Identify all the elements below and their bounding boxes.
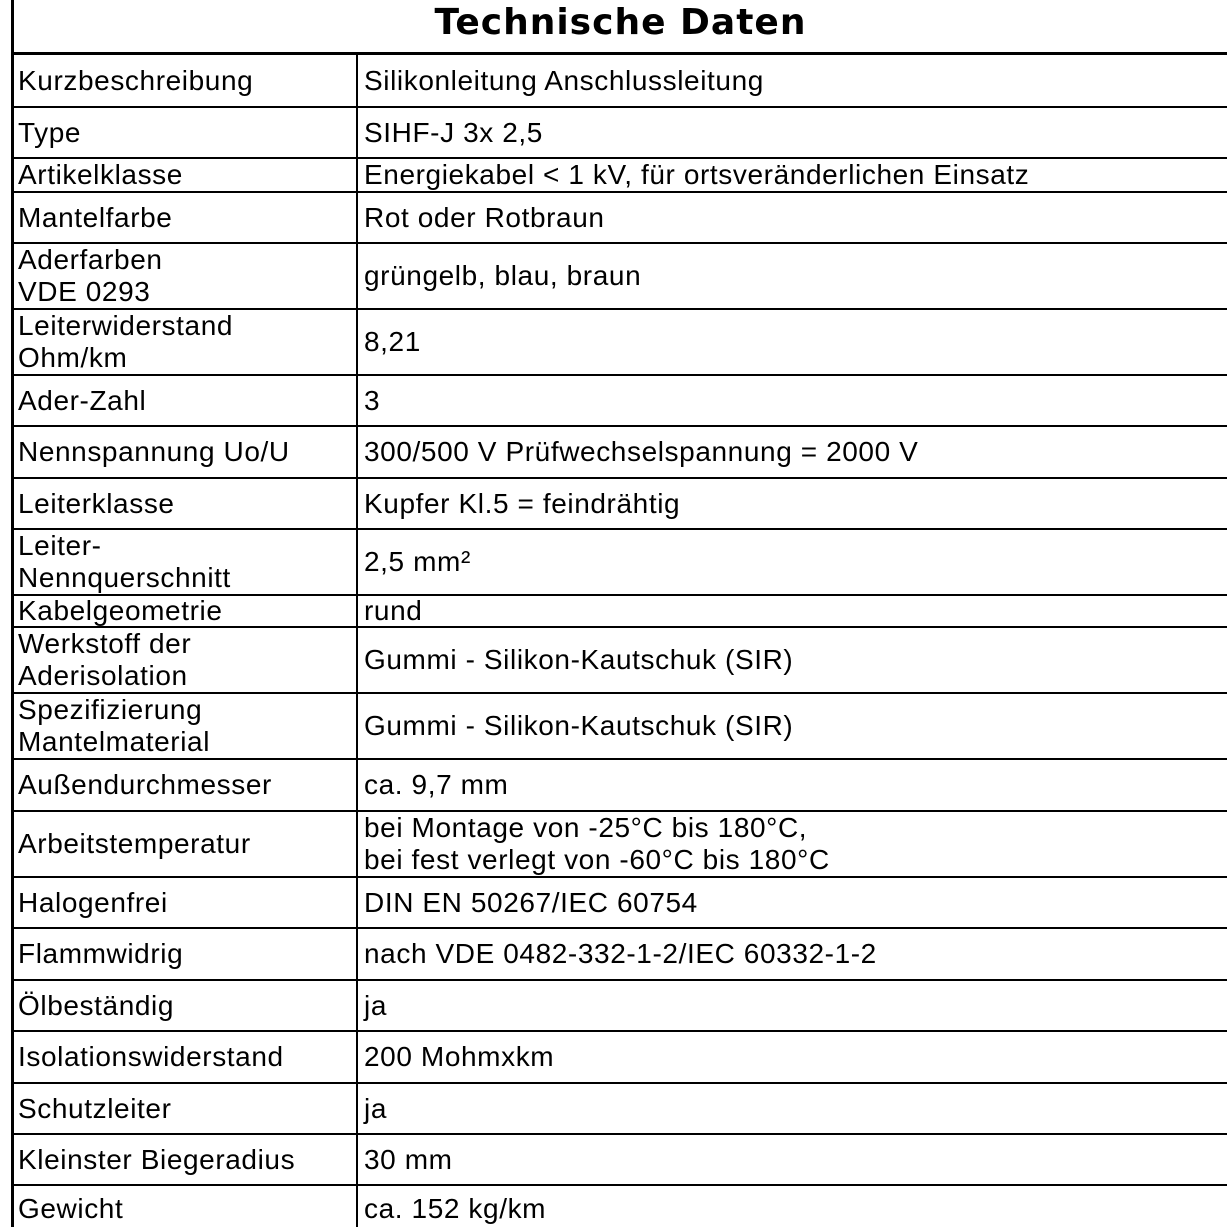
table-row: [11, 55, 1227, 108]
row-label: Leiter- Nennquerschnitt: [14, 530, 358, 594]
row-label: Arbeitstemperatur: [14, 812, 358, 876]
table-row: [11, 812, 1227, 878]
table-row: [11, 1032, 1227, 1084]
row-label: Halogenfrei: [14, 878, 358, 927]
row-value: nach VDE 0482-332-1-2/IEC 60332-1-2: [364, 938, 877, 969]
row-label: Nennspannung Uo/U: [14, 427, 358, 477]
table-row: [11, 530, 1227, 596]
row-label: Kleinster Biegeradius: [14, 1135, 358, 1184]
row-value: Gummi - Silikon-Kautschuk (SIR): [364, 710, 794, 741]
row-label: Kabelgeometrie: [14, 596, 358, 626]
row-label: Artikelklasse: [14, 159, 358, 191]
table-row: [11, 981, 1227, 1032]
table-row: [11, 878, 1227, 929]
table-row: [11, 1135, 1227, 1186]
row-label: Kurzbeschreibung: [14, 55, 358, 106]
row-label: Mantelfarbe: [14, 193, 358, 242]
table-row: [11, 193, 1227, 244]
table-row: [11, 628, 1227, 694]
row-label: Aderfarben VDE 0293: [14, 244, 358, 308]
row-label: Ölbeständig: [14, 981, 358, 1030]
table-row: [11, 760, 1227, 812]
table-row: [11, 596, 1227, 628]
row-label: Leiterklasse: [14, 479, 358, 528]
row-value: Rot oder Rotbraun: [364, 201, 605, 233]
table-row: [11, 1084, 1227, 1135]
row-label: Isolationswiderstand: [14, 1032, 358, 1082]
sheet-title: Technische Daten: [11, 0, 1227, 55]
row-label: Type: [14, 108, 358, 157]
row-value: Gummi - Silikon-Kautschuk (SIR): [364, 644, 794, 675]
row-value: 3: [364, 384, 381, 416]
table-row: [11, 310, 1227, 376]
table-row: [11, 159, 1227, 193]
table-row: [11, 108, 1227, 159]
row-label: Gewicht: [14, 1186, 358, 1227]
row-value: 2,5 mm²: [364, 546, 471, 577]
row-label: Ader-Zahl: [14, 376, 358, 425]
row-value: ca. 9,7 mm: [364, 769, 509, 800]
row-value: rund: [364, 595, 423, 626]
row-label: Spezifizierung Mantelmaterial: [14, 694, 358, 758]
table-row: [11, 929, 1227, 981]
row-value: bei Montage von -25°C bis 180°C, bei fest verlegt von -60°C bis 180°C: [364, 812, 830, 875]
row-value: grüngelb, blau, braun: [364, 260, 642, 291]
row-label: Außendurchmesser: [14, 760, 358, 810]
table-row: [11, 694, 1227, 760]
row-value: Silikonleitung Anschlussleitung: [364, 64, 764, 96]
row-label: Flammwidrig: [14, 929, 358, 979]
row-value: ja: [364, 1092, 387, 1124]
row-value: 8,21: [364, 326, 421, 357]
row-value: Kupfer Kl.5 = feindrähtig: [364, 487, 681, 519]
row-value: 300/500 V Prüfwechselspannung = 2000 V: [364, 436, 919, 467]
row-value: Energiekabel < 1 kV, für ortsveränderlichen Einsatz: [364, 159, 1030, 190]
row-value: ca. 152 kg/km: [364, 1193, 547, 1224]
table-row: [11, 376, 1227, 427]
row-value: ja: [364, 989, 387, 1021]
table-row: [11, 427, 1227, 479]
row-value: 200 Mohmxkm: [364, 1041, 555, 1072]
table-row: [11, 479, 1227, 530]
row-label: Werkstoff der Aderisolation: [14, 628, 358, 692]
row-value: SIHF-J 3x 2,5: [364, 116, 543, 148]
row-label: Leiterwiderstand Ohm/km: [14, 310, 358, 374]
table-row: [11, 244, 1227, 310]
row-value: 30 mm: [364, 1143, 453, 1175]
row-value: DIN EN 50267/IEC 60754: [364, 886, 698, 918]
table-row: [11, 1186, 1227, 1227]
row-label: Schutzleiter: [14, 1084, 358, 1133]
